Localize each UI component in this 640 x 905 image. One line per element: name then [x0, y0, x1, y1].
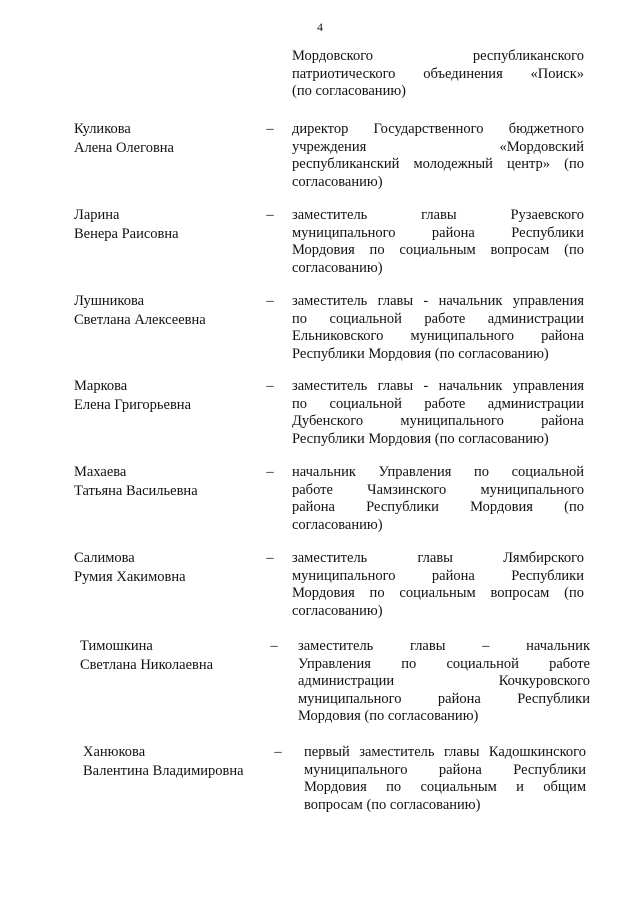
- member-dash: –: [266, 293, 274, 309]
- member-name: [83, 744, 283, 780]
- position-line: работе Чамзинского муниципального: [292, 481, 584, 498]
- member-surname: Ларина: [74, 207, 120, 223]
- member-given-names: Елена Григорьевна: [74, 396, 192, 413]
- member-surname: Салимова: [74, 550, 135, 566]
- position-line: согласованию): [292, 259, 383, 276]
- member-given-names: Алена Олеговна: [74, 139, 174, 156]
- member-dash: –: [266, 464, 274, 480]
- position-line: Республики Мордовия (по согласованию): [292, 345, 549, 362]
- member-name: [74, 550, 264, 586]
- member-given-names: Светлана Алексеевна: [74, 311, 206, 328]
- member-surname: Тимошкина: [80, 638, 153, 654]
- position-line: вопросам (по согласованию): [304, 796, 481, 813]
- member-dash: –: [274, 744, 282, 760]
- position-line: согласованию): [292, 516, 383, 533]
- position-line: Мордовия (по согласованию): [298, 708, 479, 724]
- position-line: Мордовия по социальным и общим: [304, 779, 586, 795]
- member-surname: Лушникова: [74, 293, 145, 309]
- position-line: Управления по социальной работе: [298, 655, 590, 672]
- position-line: первый заместитель главы Кадошкинского: [304, 744, 586, 760]
- position-line: республиканский молодежный центр» (по: [292, 156, 584, 172]
- member-given-names: Венера Раисовна: [74, 225, 179, 242]
- position-line: заместитель главы - начальник управления: [292, 293, 584, 309]
- member-position: [304, 744, 586, 814]
- member-position: [292, 121, 584, 191]
- position-line: учреждения «Мордовский: [292, 138, 584, 155]
- member-dash: –: [266, 121, 274, 137]
- member-given-names: Светлана Николаевна: [80, 656, 214, 673]
- continued-position-text: [292, 48, 584, 101]
- member-surname: Махаева: [74, 464, 127, 480]
- member-name: [74, 464, 264, 500]
- position-line: заместитель главы - начальник управления: [292, 378, 584, 394]
- position-line: Республики Мордовия (по согласованию): [292, 430, 549, 447]
- position-line: муниципального района Республики: [292, 567, 584, 584]
- position-line: администрации Кочкуровского: [298, 673, 590, 689]
- position-line: Мордовия по социальным вопросам (по: [292, 585, 584, 601]
- position-line: района Республики Мордовия (по: [292, 499, 584, 515]
- position-line: по социальной работе администрации: [292, 310, 584, 327]
- position-line: Дубенского муниципального района: [292, 413, 584, 429]
- member-name: [74, 378, 264, 414]
- member-name: [74, 121, 264, 157]
- member-surname: Куликова: [74, 121, 131, 137]
- position-line: согласованию): [292, 602, 383, 619]
- member-position: [292, 293, 584, 363]
- position-line: заместитель главы Лямбирского: [292, 550, 584, 566]
- member-position: [292, 378, 584, 448]
- continued-line: патриотического объединения «Поиск»: [292, 65, 584, 82]
- member-position: [292, 207, 584, 277]
- position-line: муниципального района Республики: [292, 224, 584, 241]
- position-line: согласованию): [292, 173, 383, 190]
- position-line: заместитель главы – начальник: [298, 638, 590, 654]
- position-line: муниципального района Республики: [298, 690, 590, 707]
- member-name: [74, 207, 264, 243]
- continued-line: (по согласованию): [292, 83, 406, 99]
- member-dash: –: [266, 550, 274, 566]
- member-given-names: Румия Хакимовна: [74, 568, 186, 585]
- position-line: Мордовия по социальным вопросам (по: [292, 242, 584, 258]
- position-line: директор Государственного бюджетного: [292, 121, 584, 137]
- position-line: по социальной работе администрации: [292, 395, 584, 412]
- member-dash: –: [270, 638, 278, 654]
- position-line: муниципального района Республики: [304, 761, 586, 778]
- position-line: начальник Управления по социальной: [292, 464, 584, 480]
- position-line: заместитель главы Рузаевского: [292, 207, 584, 223]
- member-name: [74, 293, 264, 329]
- member-dash: –: [266, 207, 274, 223]
- member-given-names: Валентина Владимировна: [83, 762, 244, 779]
- member-position: [292, 550, 584, 620]
- continued-line: Мордовского республиканского: [292, 48, 584, 64]
- member-position: [298, 638, 590, 726]
- member-position: [292, 464, 584, 534]
- member-name: [80, 638, 270, 674]
- position-line: Ельниковского муниципального района: [292, 328, 584, 344]
- member-surname: Маркова: [74, 378, 128, 394]
- member-dash: –: [266, 378, 274, 394]
- member-given-names: Татьяна Васильевна: [74, 482, 198, 499]
- page-number: 4: [317, 20, 323, 34]
- member-surname: Ханюкова: [83, 744, 146, 760]
